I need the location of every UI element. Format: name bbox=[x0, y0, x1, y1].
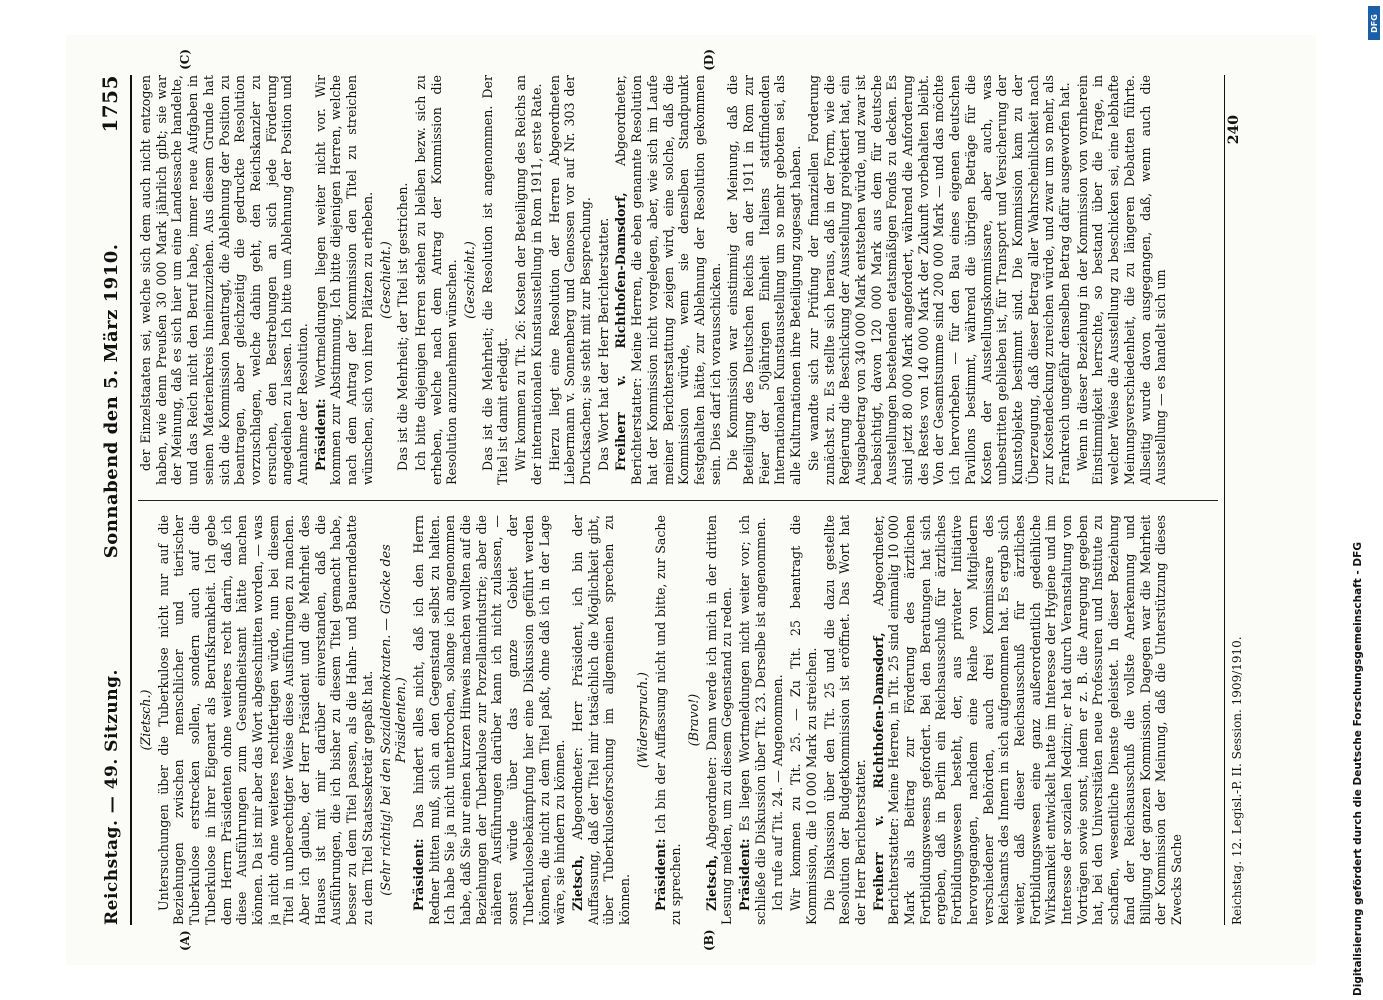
text-paragraph: Ich bitte diejenigen Herren stehen zu bleiben bezw. sich zu erheben, welche nach dem Antrag der Kommission die Resolution anzunehmen wünschen. bbox=[412, 75, 460, 485]
header-rule bbox=[130, 75, 132, 925]
speaker-name: Präsident: bbox=[737, 838, 753, 911]
speech-paragraph bbox=[570, 515, 633, 925]
dfg-logo-text: DFG bbox=[1369, 13, 1379, 33]
text-paragraph: Die Kommission war einstimmig der Meinung, daß die Beteiligung des Deutschen Reichs an der 1911 in Rom zur Feier der 50jährigen Einheit Italiens stattfindenden Internationalen Kunstausstellung um so mehr geboten sei, als alle Kulturnationen ihre Beteiligung zugesagt haben. bbox=[725, 75, 804, 485]
footer-rule bbox=[1224, 75, 1225, 925]
page-footer: Reichstag. 12. Legisl.-P. II. Session. 1909/1910. bbox=[1230, 636, 1244, 925]
speech-paragraph bbox=[871, 515, 1185, 925]
column-divider bbox=[138, 500, 1218, 501]
stage-note: (Bravo!) bbox=[685, 693, 701, 747]
text-paragraph: Das Wort hat der Herr Berichterstatter. bbox=[595, 217, 611, 471]
speech-paragraph bbox=[704, 515, 735, 925]
speech-text: Wortmeldungen liegen weiter nicht vor. Wir kommen zur Abstimmung. Ich bitte diejenigen Herren, welche nach dem Antrag der Kommission den Titel zu streichen wünschen, sich von ihren Plätzen zu erheben. bbox=[312, 75, 375, 485]
speaker-name: Präsident: bbox=[312, 398, 328, 471]
text-paragraph: Die Diskussion über den Tit. 25 und die dazu gestellte Resolution der Budgetkommission ist eröffnet. Das Wort hat der Herr Berichterstatter. bbox=[821, 515, 868, 925]
page-header bbox=[98, 75, 126, 925]
stage-note: (Widerspruch.) bbox=[634, 672, 650, 768]
text-paragraph: Ich rufe auf Tit. 24. — Angenommen. bbox=[770, 674, 786, 911]
stage-note: (Geschieht.) bbox=[462, 241, 478, 319]
text-paragraph: Wenn in dieser Beziehung in der Kommission von vornherein Einstimmigkeit herrschte, so bestand über die Frage, in welcher Weise die Ausstellung zu beschicken sei, eine lebhafte Meinungsverschiedenheit, die zu längeren Debatten führte. Allseitig wurde davon ausgegangen, daß, wenn auch die Ausstellung — es handelt sich um bbox=[1074, 75, 1169, 485]
speech-paragraph bbox=[313, 75, 376, 485]
document-page bbox=[66, 35, 1316, 965]
signature-mark: 240 bbox=[1226, 115, 1242, 145]
margin-letter-c: (C) bbox=[178, 49, 192, 70]
stage-note: (Zietsch.) bbox=[138, 689, 153, 751]
speech-paragraph bbox=[613, 75, 723, 485]
speaker-name: Freiherr v. Richthofen-Damsdorf, bbox=[613, 192, 629, 471]
header-left: Reichstag. — 49. Sitzung. bbox=[102, 669, 122, 925]
text-paragraph: Wir kommen zu Tit. 26: Kosten der Beteiligung des Reichs an der internationalen Kunstausstellung in Rom 1911, erste Rate. bbox=[513, 75, 544, 485]
margin-letter-b: (B) bbox=[702, 929, 716, 951]
speech-text: Das hindert alles nicht, daß ich den Herrn Redner bitten muß, sich an den Gegenstand selbst zu halten. Ich habe Sie ja nicht unterbrochen, solange ich angenommen habe, daß Sie nur einen kurzen Hinweis machen wollten auf die Beziehungen der Tuberkulose zur Porzellanindustrie; aber die näheren Ausführungen darüber kann ich nicht zulassen, — sonst würde über das ganze Gebiet der Tuberkulosebekämpfung hier eine Diskussion geführt werden können, die nicht zu dem Titel paßt, ohne daß ich in der Lage wäre, sie hindern zu können. bbox=[410, 515, 568, 925]
dfg-logo bbox=[1368, 6, 1380, 40]
text-paragraph: Wir kommen zu Tit. 25. — Zu Tit. 25 beantragt die Kommission, die 10 000 Mark zu streichen. bbox=[788, 515, 819, 925]
speaker-name: Präsident: bbox=[410, 838, 426, 911]
digitization-credit: Digitalisierung gefördert durch die Deutsche Forschungsgemeinschaft - DFG bbox=[1352, 542, 1364, 996]
speaker-name: Zietsch, bbox=[703, 854, 719, 911]
speech-text: Abgeordneter: Dann werde ich mich in der dritten Lesung melden, um zu diesem Gegenstand zu reden. bbox=[703, 515, 735, 925]
header-date: Sonnabend den 5. März 1910. bbox=[101, 243, 122, 559]
text-paragraph: Sie wandte sich zur Prüfung der finanziellen Forderung zunächst zu. Es stellte sich heraus, daß in der Form, wie die Regierung die Beschickung der Ausstellung projektiert hat, ein Ausgabeetrag von 340 000 Mark entstehen würde, und zwar ist beabsichtigt, davon 120 000 Mark aus dem für deutsche Ausstellungen bestehenden etatsmäßigen Fonds zu decken. Es sind jetzt 80 000 Mark angefordert, während die Anforderung des Restes von 140 000 Mark der Zukunft vorbehalten bleibt. Von der Gesamtsumme sind 200 000 Mark — und das möchte ich hervorheben — für den Bau eines eigenen deutschen Pavillons bestimmt, während die übrigen Beträge für die Kosten der Ausstellungskommissare, aber auch, was unbestritten geblieben ist, für Transport und Versicherung der Kunstobjekte bestimmt sind. Die Kommission kam zu der Überzeugung, daß dieser Betrag aller Wahrscheinlichkeit nach zur Kostendeckung zureichen würde, und zwar um so mehr, als Frankreich ungefähr denselben Betrag dafür ausgeworfen hat. bbox=[805, 75, 1073, 485]
speech-text: Ich bin der Auffassung nicht und bitte, zur Sache zu sprechen. bbox=[652, 515, 684, 925]
margin-letter-a: (A) bbox=[178, 930, 192, 951]
text-paragraph: Hierzu liegt eine Resolution der Herren Abgeordneten Liebermann v. Sonnenberg und Genossen vor auf Nr. 303 der Drucksachen; sie steht mit zur Besprechung. bbox=[546, 75, 593, 485]
speech-paragraph bbox=[411, 515, 568, 925]
speech-text: Abgeordneter, Berichterstatter: Meine Herren, die eben genannte Resolution hat der Kommission nicht vorgelegen, aber, wie sich im Laufe meiner Berichterstattung zeigen wird, eine solche, daß die Kommission würde, wenn sie denselben Standpunkt festgehalten hätte, zur Ablehnung der Resolution gekommen sein. Dies darf ich vorausschicken. bbox=[613, 75, 723, 485]
margin-letter-d: (D) bbox=[702, 49, 716, 71]
speaker-name: Präsident: bbox=[652, 838, 668, 911]
left-column bbox=[138, 515, 1218, 925]
speech-text: Es liegen Wortmeldungen nicht weiter vor; ich schließe die Diskussion über Tit. 23. Derselbe ist angenommen. bbox=[737, 515, 768, 925]
right-column bbox=[138, 75, 1218, 485]
text-paragraph: Das ist die Mehrheit; die Resolution ist angenommen. Der Titel ist damit erledigt. bbox=[479, 75, 511, 485]
speaker-name: Freiherr v. Richthofen-Damsdorf, bbox=[870, 632, 886, 911]
text-paragraph: Untersuchungen über die Tuberkulose nicht nur auf die Beziehungen zwischen menschlicher und tierischer Tuberkulose erstrecken sollen, sondern auch auf die Tuberkulose in ihrer Eigenart als Berufskrankheit. Ich gebe dem Herrn Präsidenten ohne weiteres recht darin, daß ich diese Ausführungen zum Gesundheitsamt hätte machen können. Da ist mir aber das Wort abgeschnitten worden, — was ja nicht ohne weiteres rechtfertigen würde, nun bei diesem Titel in unberechtigter Weise diese Ausführungen zu machen. Aber ich glaube, der Herr Präsident und die Mehrheit des Hauses ist mit mir darüber einverstanden, daß die Ausführungen, die ich bisher zu diesem Titel gemacht habe, besser zu dem Titel passen, als die Hahn- und Bauerndebatte zu dem Titel Staatssekretär gepaßt hat. bbox=[155, 515, 375, 925]
stage-note: (Geschieht.) bbox=[377, 241, 393, 319]
text-paragraph: der Einzelstaaten sei, welche sich dem auch nicht entzogen haben, wie denn Preußen 30 000 Mark jährlich gibt; sie war der Meinung, daß es sich hier um eine Landessache handelte, und das Reich nicht den Beruf habe, immer neue Aufgaben in seinen Materienkreis hineinzuziehen. Aus diesem Grunde hat sich die Kommission beantragt, die Ablehnung der Position zu beantragen, aber gleichzeitig die gedruckte Resolution vorzuschlagen, welche dahin geht, den Reichskanzler zu ersuchen, den Bestrebungen an sich jede Förderung angedeihen zu lassen. Ich bitte um Ablehnung der Position und Annahme der Resolution. bbox=[138, 75, 311, 485]
speech-paragraph bbox=[653, 515, 684, 925]
text-paragraph: Das ist die Mehrheit; der Titel ist gestrichen. bbox=[395, 182, 411, 471]
page-number: 1755 bbox=[98, 75, 122, 133]
speech-text: Abgeordneter, Berichterstatter: Meine Herren, in Tit. 25 sind einmalig 10 000 Mark als Beitrag zur Förderung des ärztlichen Fortbildungswesens gefordert. Bei den Beratungen hat sich ergeben, daß in Berlin ein Reichsausschuß für ärztliches Fortbildungswesen besteht, der, aus privater Initiative hervorgegangen, nachdem eine Reihe von Mitgliedern verschiedener Behörden, auch drei Kommissare des Reichsamts des Innern in sich aufgenommen hat. Es ergab sich weiter, daß dieser Reichsausschuß für ärztliches Fortbildungswesen eine ganz außerordentlich gedeihliche Wirksamkeit entwickelt hatte im Interesse der Hygiene und im Interesse der sozialen Medizin; er hat durch Veranstaltung von Vorträgen sowie sonst, indem er z. B. die Anregung gegeben hat, bei den Universitäten neue Professuren und Institute zu schaffen, wesentliche Dienste geleistet. In dieser Beziehung fand der Reichsausschuß die vollste Anerkennung und Billigung der ganzen Kommission. Dagegen war die Mehrheit der Kommission der Meinung, daß die Unterstützung dieses Zwecks Sache bbox=[870, 515, 1184, 925]
stage-note: (Sehr richtig! bei den Sozialdemokraten. — Glocke des Präsidenten.) bbox=[377, 544, 409, 896]
speech-paragraph bbox=[737, 515, 768, 925]
speaker-name: Zietsch, bbox=[569, 854, 585, 911]
speech-text: Abgeordneter: Herr Präsident, ich bin der Auffassung, daß der Titel mir tatsächlich die Möglichkeit gibt, über Tuberkuloseforschung im allgemeinen sprechen zu können. bbox=[569, 515, 633, 925]
